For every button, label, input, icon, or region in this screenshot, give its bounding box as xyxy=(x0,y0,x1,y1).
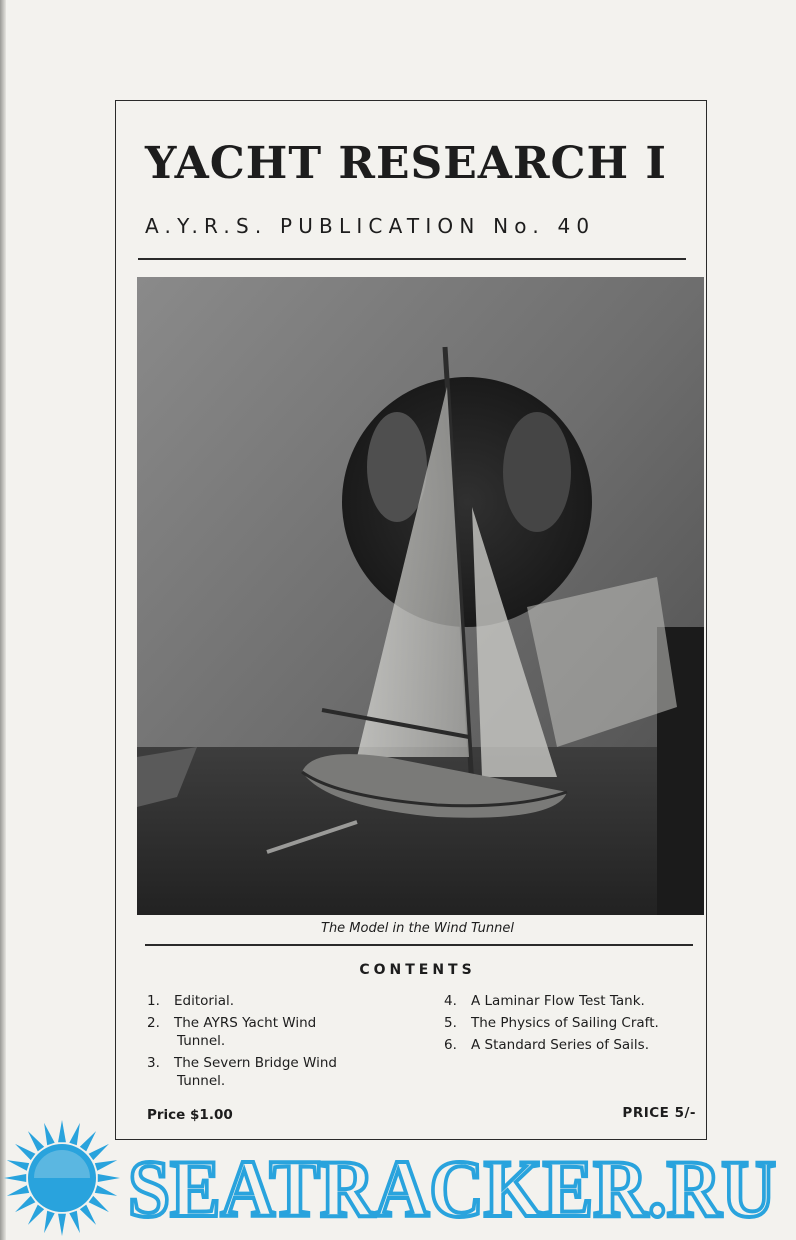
sun-ray xyxy=(7,1160,29,1171)
contents-item xyxy=(147,1014,397,1050)
contents-item-title: A Laminar Flow Test Tank. xyxy=(471,993,645,1009)
contents-item-title: A Standard Series of Sails. xyxy=(471,1037,650,1053)
sun-ray xyxy=(58,1120,66,1142)
contents-item-number: 1. xyxy=(147,993,160,1009)
contents-item xyxy=(444,1014,704,1032)
price-dollars: Price $1.00 xyxy=(147,1107,233,1123)
sun-ray xyxy=(58,1214,66,1236)
sun-ray xyxy=(28,1131,44,1151)
contents-item xyxy=(147,1054,397,1090)
sun-ray xyxy=(80,1205,96,1225)
contents-item-title-cont: Tunnel. xyxy=(177,1033,226,1049)
watermark xyxy=(0,1118,796,1240)
sun-ray xyxy=(44,1211,55,1233)
top-divider xyxy=(138,258,686,260)
price-shillings: PRICE 5/- xyxy=(622,1105,696,1121)
sun-ray xyxy=(28,1205,44,1225)
cover-photo xyxy=(137,277,704,915)
contents-item xyxy=(444,992,704,1010)
sun-ray xyxy=(7,1185,29,1196)
contents-item-number: 6. xyxy=(444,1037,457,1053)
sun-ray xyxy=(89,1196,109,1212)
page-edge xyxy=(0,0,6,1240)
sun-ray xyxy=(44,1123,55,1145)
contents-list-left xyxy=(147,992,397,1094)
sun-ray xyxy=(15,1144,35,1160)
contents-item-title: The AYRS Yacht Wind xyxy=(174,1015,317,1031)
sun-ray xyxy=(4,1174,26,1182)
contents-item-title: The Physics of Sailing Craft. xyxy=(471,1015,659,1031)
sun-ray xyxy=(89,1144,109,1160)
contents-item-title-cont: Tunnel. xyxy=(177,1073,226,1089)
contents-item-number: 3. xyxy=(147,1055,160,1071)
sun-ray xyxy=(69,1211,80,1233)
sun-ray xyxy=(95,1185,117,1196)
contents-item xyxy=(444,1036,704,1054)
sun-ray xyxy=(15,1196,35,1212)
page-title: YACHT RESEARCH I xyxy=(145,138,667,189)
contents-item-title: The Severn Bridge Wind xyxy=(174,1055,337,1071)
contents-item-number: 4. xyxy=(444,993,457,1009)
contents-item-title: Editorial. xyxy=(174,993,235,1009)
sun-ray xyxy=(95,1160,117,1171)
contents-divider xyxy=(145,944,693,946)
contents-item xyxy=(147,992,397,1010)
sun-ray xyxy=(80,1131,96,1151)
contents-item-number: 5. xyxy=(444,1015,457,1031)
contents-list-right xyxy=(444,992,704,1058)
sun-ray xyxy=(98,1174,120,1182)
contents-item-number: 2. xyxy=(147,1015,160,1031)
publication-subtitle: A.Y.R.S. PUBLICATION No. 40 xyxy=(145,214,596,238)
sun-ray xyxy=(69,1123,80,1145)
watermark-text: SEATRACKER.RU xyxy=(128,1143,776,1234)
wind-tunnel-model-photo xyxy=(137,277,704,915)
photo-caption: The Model in the Wind Tunnel xyxy=(321,921,514,936)
contents-heading: CONTENTS xyxy=(359,962,476,978)
sun-logo-icon xyxy=(4,1120,120,1236)
